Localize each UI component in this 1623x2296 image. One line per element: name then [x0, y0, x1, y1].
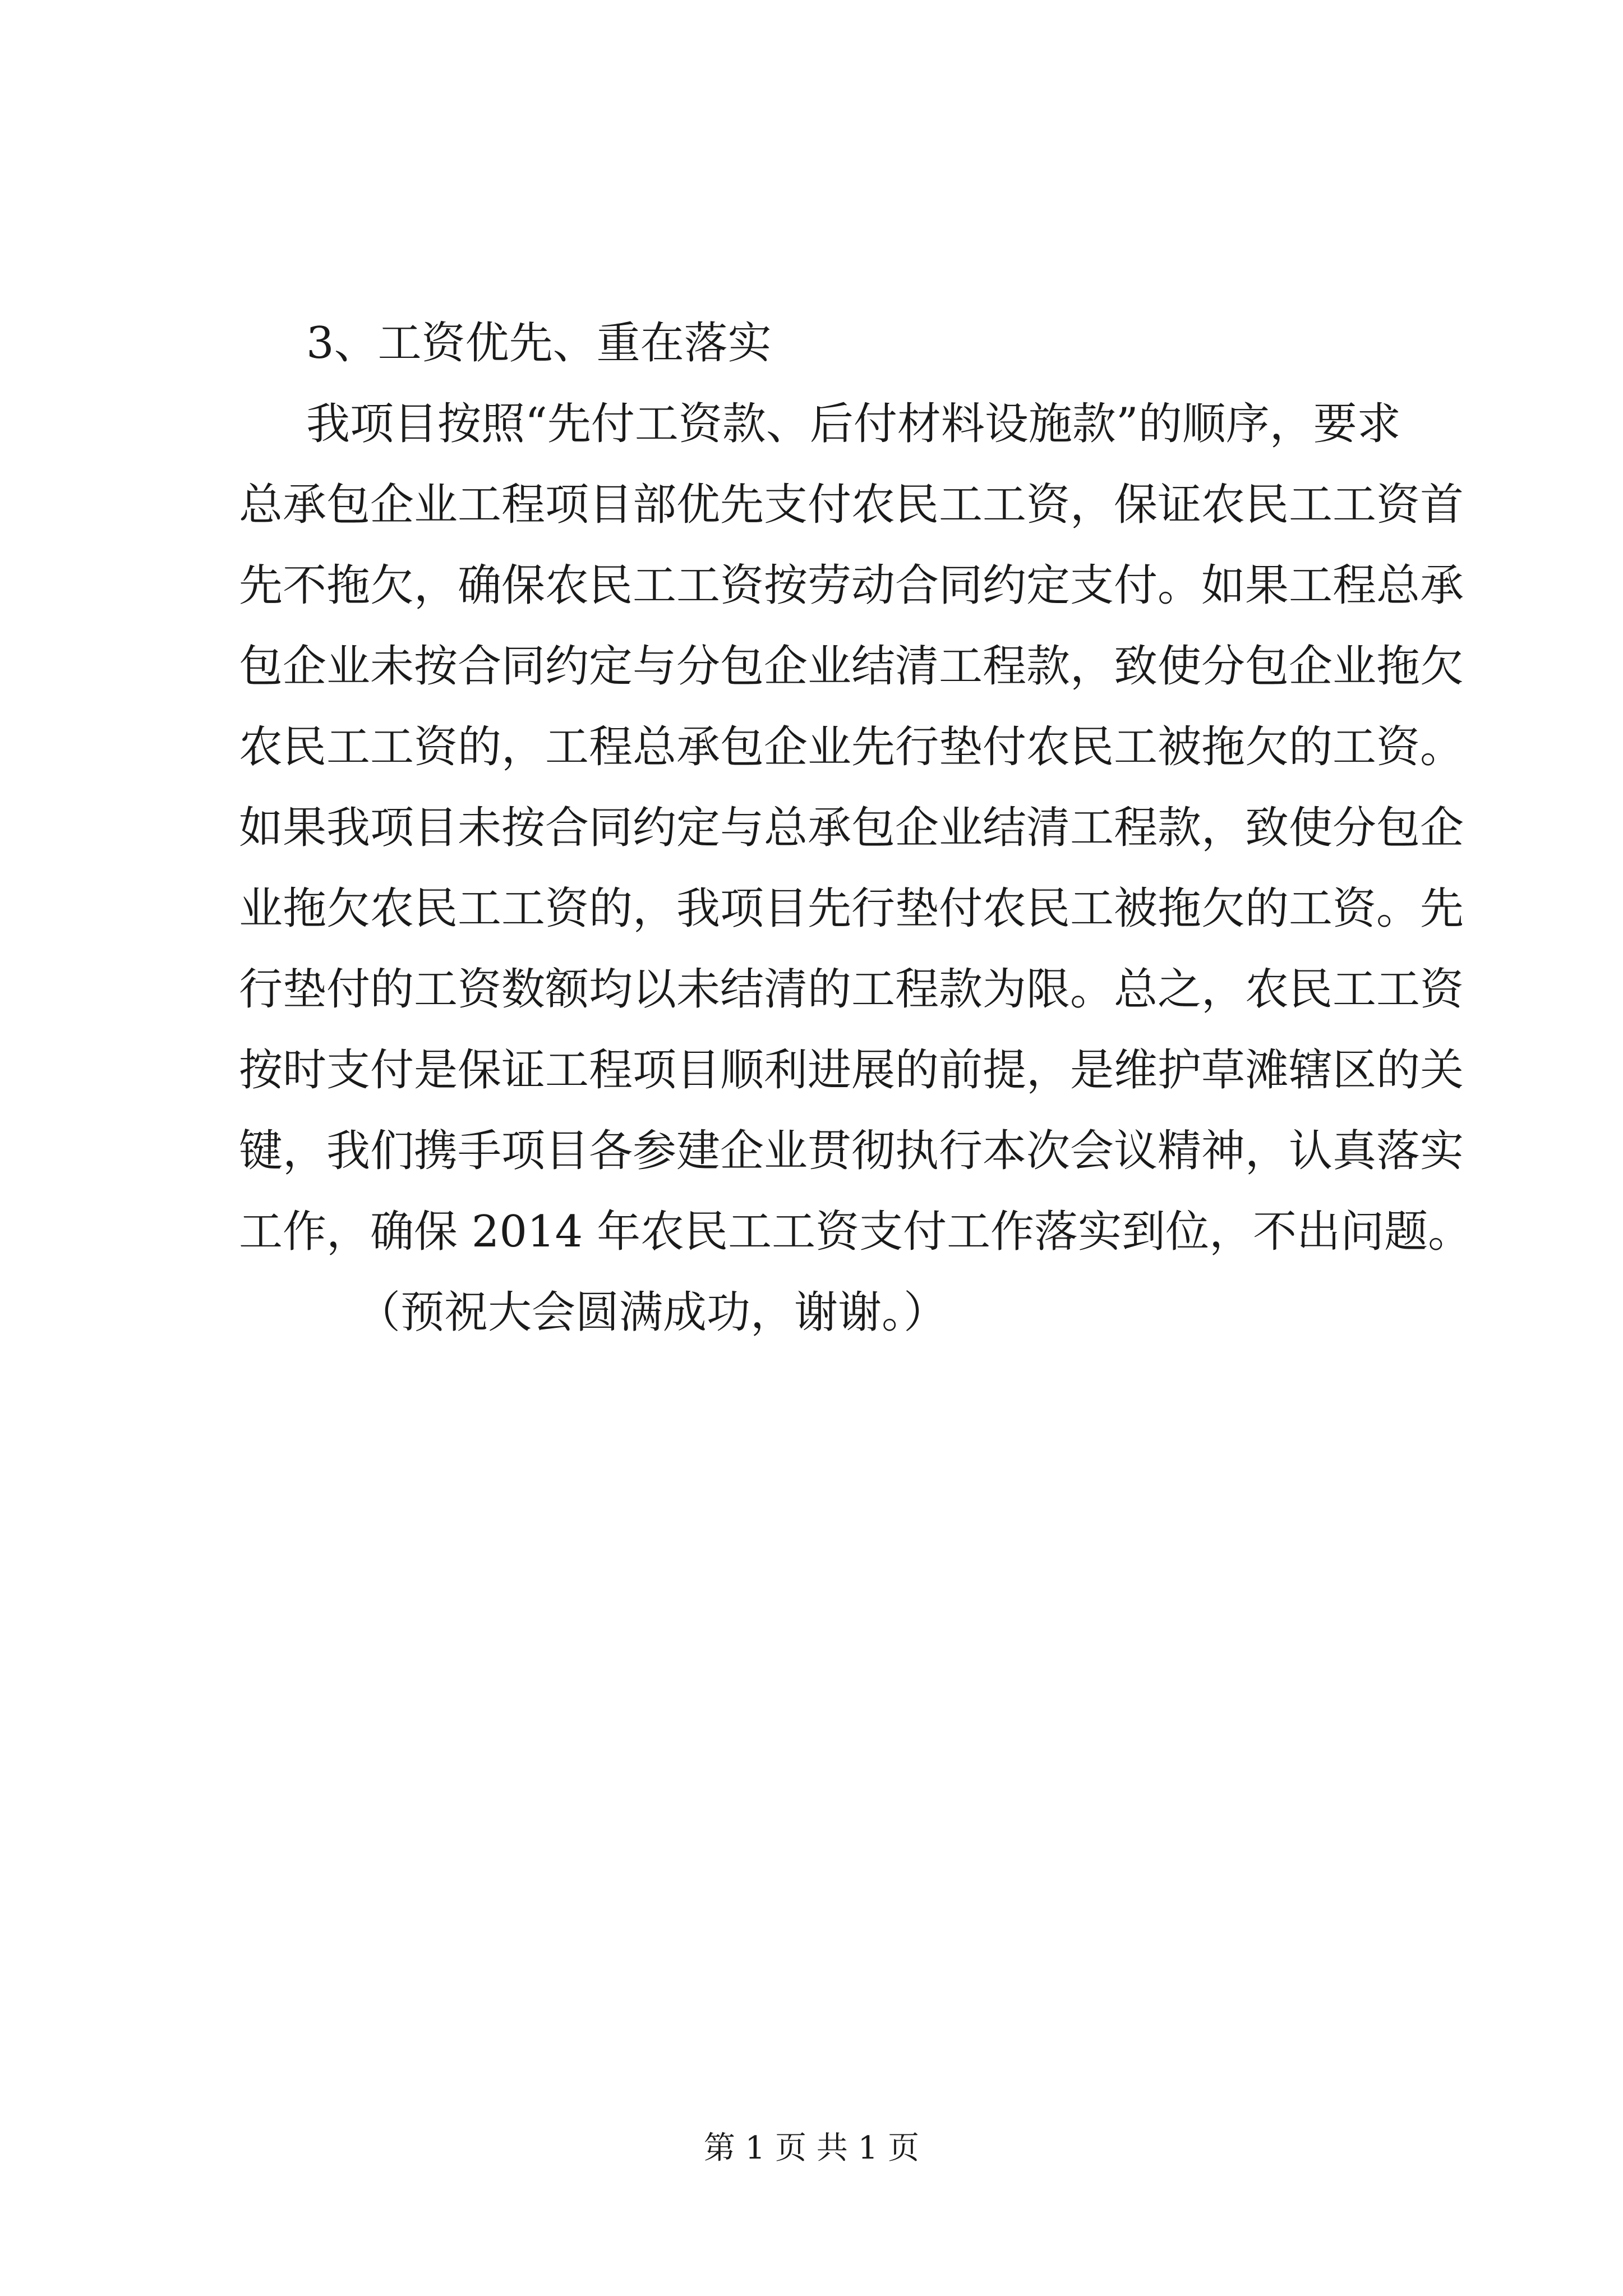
section-heading: 3、工资优先、重在落实 [306, 318, 772, 369]
paragraph-line-7: 业拖欠农民工工资的，我项目先行垫付农民工被拖欠的工资。先 [239, 884, 1464, 934]
paragraph-line-8: 行垫付的工资数额均以未结清的工程款为限。总之，农民工工资 [239, 964, 1464, 1015]
paragraph-line-9: 按时支付是保证工程项目顺利进展的前提，是维护草滩辖区的关 [239, 1045, 1464, 1096]
document-body [239, 303, 1472, 1353]
paragraph-line-11: 工作，确保 2014 年农民工工资支付工作落实到位，不出问题。 [239, 1207, 1472, 1257]
paragraph-line-6: 如果我项目未按合同约定与总承包企业结清工程款，致使分包企 [239, 803, 1464, 853]
paragraph-line-5: 农民工工资的，工程总承包企业先行垫付农民工被拖欠的工资。 [239, 722, 1464, 772]
paragraph-line-3: 先不拖欠，确保农民工工资按劳动合同约定支付。如果工程总承 [239, 560, 1464, 611]
page-number-label: 第 1 页 共 1 页 [703, 2130, 920, 2166]
paragraph-line-4: 包企业未按合同约定与分包企业结清工程款，致使分包企业拖欠 [239, 641, 1464, 692]
closing-remark: （预祝大会圆满成功，谢谢。） [357, 1287, 948, 1338]
paragraph-line-2: 总承包企业工程项目部优先支付农民工工资，保证农民工工资首 [239, 480, 1464, 530]
page-footer [0, 2126, 1623, 2171]
paragraph-line-1: 我项目按照“先付工资款、后付材料设施款”的顺序，要求 [306, 399, 1401, 449]
paragraph-line-10: 键，我们携手项目各参建企业贯彻执行本次会议精神，认真落实 [239, 1126, 1464, 1176]
